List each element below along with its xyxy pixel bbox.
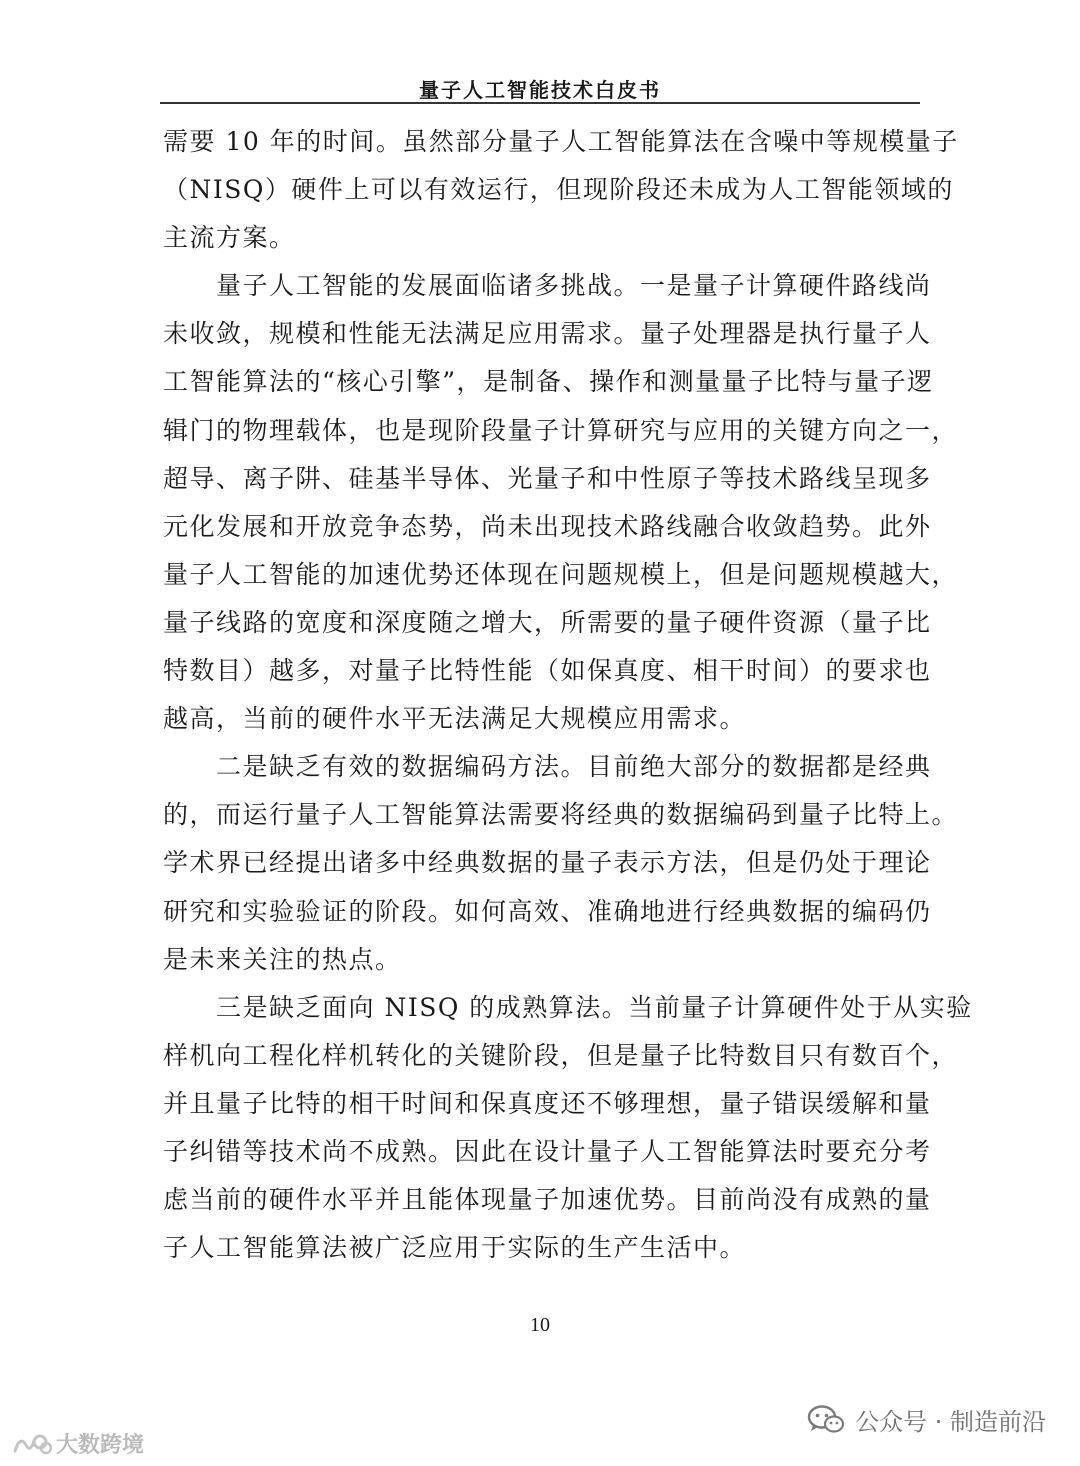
page-number: 10 xyxy=(530,1314,550,1336)
text-line: 特数目）越多，对量子比特性能（如保真度、相干时间）的要求也 xyxy=(163,656,932,686)
watermark-logo-text: 大数跨境 xyxy=(56,1433,145,1458)
text-line: 子人工智能算法被广泛应用于实际的生产生活中。 xyxy=(163,1233,747,1263)
text-line: 虑当前的硬件水平并且能体现量子加速优势。目前尚没有成熟的量 xyxy=(163,1185,932,1215)
text-line: 二是缺乏有效的数据编码方法。目前绝大部分的数据都是经典 xyxy=(163,752,932,782)
text-line: 并且量子比特的相干时间和保真度还不够理想，量子错误缓解和量 xyxy=(163,1088,932,1118)
text-line: 子纠错等技术尚不成熟。因此在设计量子人工智能算法时要充分考 xyxy=(163,1136,932,1166)
text-line: 学术界已经提出诸多中经典数据的量子表示方法，但是仍处于理论 xyxy=(163,848,932,878)
paragraph xyxy=(163,262,959,743)
paragraph xyxy=(163,118,959,262)
text-line: 样机向工程化样机转化的关键阶段，但是量子比特数目只有数百个， xyxy=(163,1040,959,1070)
text-line: 量子人工智能的发展面临诸多挑战。一是量子计算硬件路线尚 xyxy=(163,271,932,301)
text-line: 需要 10 年的时间。虽然部分量子人工智能算法在含噪中等规模量子 xyxy=(163,127,959,156)
text-line: 未收敛，规模和性能无法满足应用需求。量子处理器是执行量子人 xyxy=(163,319,932,349)
text-line: 越高，当前的硬件水平无法满足大规模应用需求。 xyxy=(163,704,747,734)
text-line: 量子线路的宽度和深度随之增大，所需要的量子硬件资源（量子比 xyxy=(163,607,932,637)
text-line: 三是缺乏面向 NISQ 的成熟算法。当前量子计算硬件处于从实验 xyxy=(163,992,973,1022)
text-line: 的，而运行量子人工智能算法需要将经典的数据编码到量子比特上。 xyxy=(163,800,959,830)
text-line: 辑门的物理载体，也是现阶段量子计算研究与应用的关键方向之一， xyxy=(163,415,959,445)
paragraph xyxy=(163,743,959,983)
wechat-icon xyxy=(807,1404,845,1436)
text-line: 工智能算法的“核心引擎”，是制备、操作和测量量子比特与量子逻 xyxy=(163,367,934,397)
header-divider xyxy=(160,102,920,104)
text-line: 量子人工智能的加速优势还体现在问题规模上，但是问题规模越大， xyxy=(163,559,959,589)
watermark-logo xyxy=(12,1428,144,1459)
watermark-wechat xyxy=(807,1402,1046,1437)
text-line: 是未来关注的热点。 xyxy=(163,944,402,974)
paragraph xyxy=(163,984,973,1273)
logo-icon xyxy=(12,1431,52,1457)
text-line: 超导、离子阱、硅基半导体、光量子和中性原子等技术路线呈现多 xyxy=(163,463,932,493)
text-line: （NISQ）硬件上可以有效运行，但现阶段还未成为人工智能领域的 xyxy=(163,175,954,205)
text-line: 元化发展和开放竞争态势，尚未出现技术路线融合收敛趋势。此外 xyxy=(163,511,932,541)
watermark-wechat-text: 公众号 · 制造前沿 xyxy=(855,1408,1046,1436)
text-line: 研究和实验验证的阶段。如何高效、准确地进行经典数据的编码仍 xyxy=(163,896,932,926)
body-text xyxy=(163,118,973,1272)
text-line: 主流方案。 xyxy=(163,223,296,253)
header-title: 量子人工智能技术白皮书 xyxy=(419,78,661,102)
